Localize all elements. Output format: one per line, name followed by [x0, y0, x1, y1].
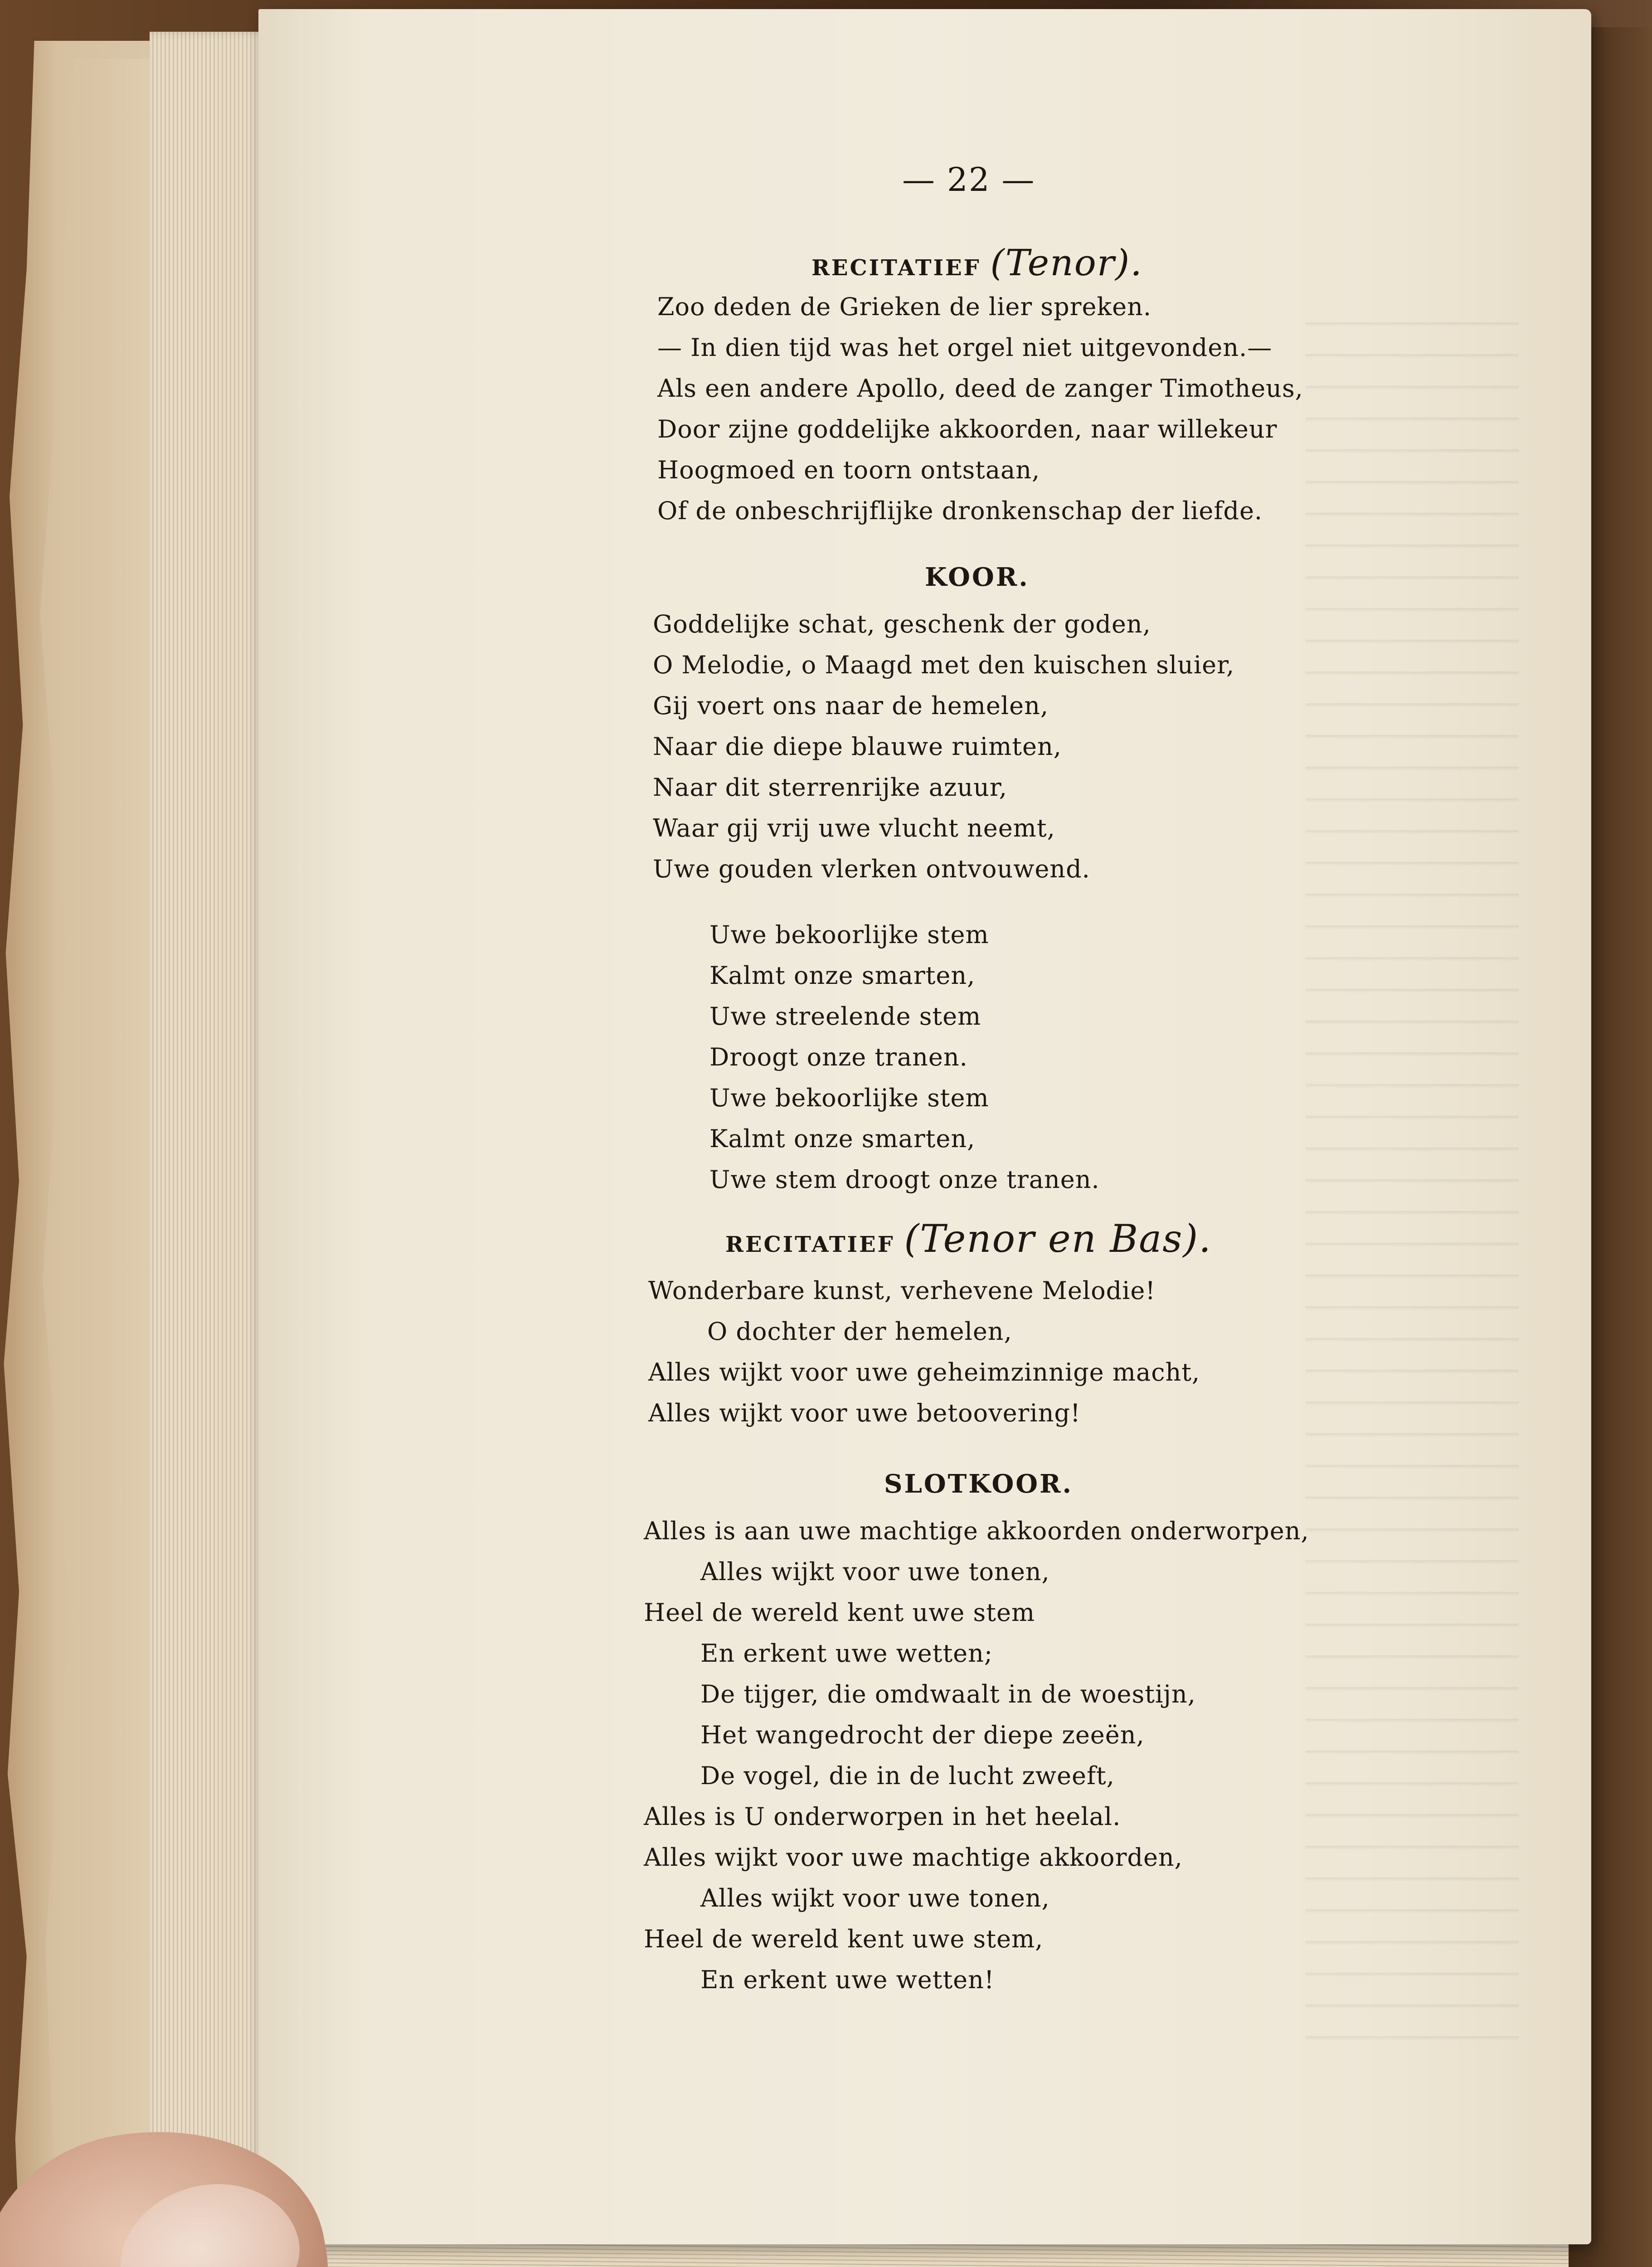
section-heading-recitatief-tenor — [811, 242, 1143, 284]
verse-line: En erkent uwe wetten! — [700, 1965, 995, 1994]
heading-label: RECITATIEF — [811, 255, 981, 281]
section-heading-recitatief-tenor-en-bas — [725, 1216, 1212, 1261]
verse-line: Alles wijkt voor uwe betoovering! — [648, 1399, 1081, 1427]
verse-line: De vogel, die in de lucht zweeft, — [700, 1761, 1115, 1790]
verse-line: Als een andere Apollo, deed de zanger Timotheus, — [657, 374, 1303, 403]
verse-line: Alles is U onderworpen in het heelal. — [644, 1802, 1121, 1831]
verse-line: Waar gij vrij uwe vlucht neemt, — [653, 814, 1055, 842]
section-heading-koor: KOOR. — [925, 562, 1030, 592]
verse-line-indented: Uwe bekoorlijke stem — [709, 1084, 989, 1112]
heading-label: RECITATIEF — [725, 1232, 895, 1257]
verse-line-indented: Droogt onze tranen. — [709, 1043, 968, 1071]
verse-line: Zoo deden de Grieken de lier spreken. — [657, 292, 1152, 321]
verse-line: De tijger, die omdwaalt in de woestijn, — [700, 1680, 1196, 1708]
page-number: — 22 — — [902, 161, 1035, 199]
verse-line: Door zijne goddelijke akkoorden, naar willekeur — [657, 415, 1278, 443]
verse-line: En erkent uwe wetten; — [700, 1639, 993, 1668]
verse-line: O dochter der hemelen, — [707, 1317, 1012, 1346]
verse-line: Het wangedrocht der diepe zeeën, — [700, 1721, 1145, 1749]
verse-line: Alles wijkt voor uwe tonen, — [700, 1884, 1050, 1912]
verse-line: — In dien tijd was het orgel niet uitgevonden.— — [657, 333, 1273, 362]
verse-line-indented: Uwe stem droogt onze tranen. — [709, 1165, 1100, 1194]
section-heading-slotkoor: SLOTKOOR. — [884, 1469, 1074, 1499]
verse-line: Naar die diepe blauwe ruimten, — [653, 732, 1062, 761]
verse-line: Hoogmoed en toorn ontstaan, — [657, 456, 1040, 484]
verse-line: Alles wijkt voor uwe machtige akkoorden, — [644, 1843, 1183, 1872]
verse-line: Wonderbare kunst, verhevene Melodie! — [648, 1276, 1156, 1305]
verse-line-indented: Kalmt onze smarten, — [709, 1124, 976, 1153]
verse-line: Alles wijkt voor uwe geheimzinnige macht, — [648, 1358, 1200, 1386]
verse-line: Of de onbeschrijflijke dronkenschap der liefde. — [657, 496, 1263, 525]
verse-line-indented: Uwe streelende stem — [709, 1002, 981, 1031]
verse-line: Uwe gouden vlerken ontvouwend. — [653, 855, 1090, 883]
verse-line: Heel de wereld kent uwe stem, — [644, 1925, 1044, 1953]
heading-voice: (Tenor). — [990, 242, 1143, 284]
verse-line: Alles is aan uwe machtige akkoorden onderworpen, — [644, 1517, 1309, 1545]
verse-line-indented: Uwe bekoorlijke stem — [709, 920, 989, 949]
verse-line: Alles wijkt voor uwe tonen, — [700, 1557, 1050, 1586]
verse-line: Heel de wereld kent uwe stem — [644, 1598, 1035, 1627]
verse-line-indented: Kalmt onze smarten, — [709, 961, 976, 990]
verse-line: Naar dit sterrenrijke azuur, — [653, 773, 1007, 802]
show-through-text — [1306, 295, 1519, 2063]
verse-line: Gij voert ons naar de hemelen, — [653, 691, 1049, 720]
verse-line: O Melodie, o Maagd met den kuischen sluier, — [653, 651, 1235, 679]
heading-voice: (Tenor en Bas). — [904, 1216, 1212, 1261]
verse-line: Goddelijke schat, geschenk der goden, — [653, 610, 1151, 638]
